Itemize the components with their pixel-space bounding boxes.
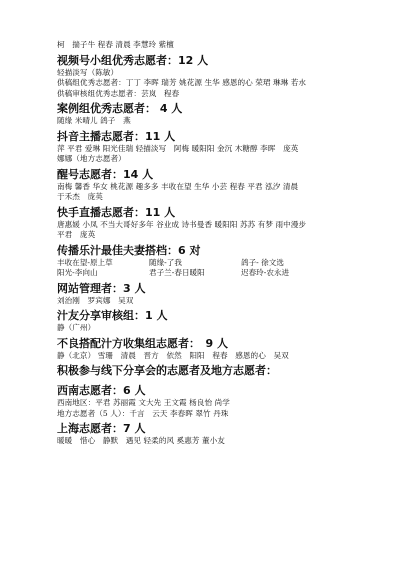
couple-pair: 丰收在望-原上草 bbox=[57, 257, 113, 267]
couple-pair: 君子兰-春日暖阳 bbox=[149, 268, 205, 277]
video-group-line: 轻描淡写（陈敏） bbox=[57, 67, 119, 77]
couples-list bbox=[57, 258, 377, 279]
southwest-heading: 西南志愿者：6 人 bbox=[57, 384, 146, 397]
shanghai-heading: 上海志愿者：7 人 bbox=[57, 422, 146, 435]
couple-pair: 随缘-了我 bbox=[149, 257, 182, 267]
couple-pair: 鸽子- 徐文选 bbox=[241, 257, 284, 267]
case-group-heading: 案例组优秀志愿者： 4 人 bbox=[57, 102, 183, 115]
southwest-line: 地方志愿者（5 人）：千言 云天 李春晖 翠竹 丹珠 bbox=[57, 408, 229, 418]
video-group-line: 供稿审核组优秀志愿者：芸岚 程春 bbox=[57, 88, 180, 98]
intro-line: 柯 揣子牛 程春 清晨 李慧玲 紫檀 bbox=[57, 40, 174, 49]
douyin-line: 萍 平君 爱琳 阳光佳瑞 轻描淡写 阿梅 暖阳阳 金沉 木糖醇 李晖 庞英 bbox=[57, 143, 299, 153]
video-group-heading: 视频号小组优秀志愿者：12 人 bbox=[57, 53, 209, 67]
douyin-line: 娜娜（地方志愿者） bbox=[57, 154, 126, 163]
couple-pair: 迟春玲-农永进 bbox=[241, 268, 290, 277]
review-line: 静（广州） bbox=[57, 323, 96, 332]
collect-heading: 不良搭配汁方收集组志愿者： 9 人 bbox=[57, 336, 228, 350]
collect-line: 静（北京） 雪珊 清晨 晋方 依然 阳阳 程春 感恩的心 吴双 bbox=[57, 350, 289, 360]
southwest-line: 西南地区：平君 苏丽霞 文大先 王文霞 杨良怡 尚学 bbox=[57, 398, 230, 407]
xinghao-heading: 醒号志愿者：14 人 bbox=[57, 167, 154, 181]
shanghai-line: 暖暖 惜心 静默 遇见 轻柔的风 奚惠芳 董小友 bbox=[57, 436, 225, 445]
video-group-line: 供稿组优秀志愿者：丁丁 李晖 瑞芳 姚花源 生华 感恩的心 荣珺 琳琳 若水 bbox=[57, 78, 307, 87]
xinghao-line: 南梅 馨香 华女 桃花源 趣多多 丰收在望 生华 小芸 程春 平君 泓汐 清晨 bbox=[57, 181, 299, 191]
spacer bbox=[57, 378, 377, 381]
webadmin-heading: 网站管理者：3 人 bbox=[57, 281, 146, 295]
kuaishou-line: 唐惠媛 小凤 不当大哥好多年 谷业成 诗书曼香 暖阳阳 苏苏 有梦 雨中漫步 bbox=[57, 219, 307, 229]
douyin-heading: 抖音主播志愿者：11 人 bbox=[57, 129, 176, 143]
xinghao-line: 于禾杰 庞英 bbox=[57, 192, 103, 201]
review-heading: 汁友分享审核组：1 人 bbox=[57, 309, 168, 322]
kuaishou-heading: 快手直播志愿者：11 人 bbox=[57, 205, 176, 219]
case-group-line: 随缘 米晴儿 鸽子 燕 bbox=[57, 116, 131, 125]
couple-pair: 阳光-李向山 bbox=[57, 268, 98, 277]
offline-heading: 积极参与线下分享会的志愿者及地方志愿者： bbox=[57, 364, 277, 377]
document-body bbox=[57, 40, 377, 447]
webadmin-line: 刘治刚 罗宾娜 吴双 bbox=[57, 295, 134, 305]
kuaishou-line: 平君 庞英 bbox=[57, 230, 96, 239]
couples-heading: 传播乐汁最佳夫妻搭档：6 对 bbox=[57, 243, 201, 257]
